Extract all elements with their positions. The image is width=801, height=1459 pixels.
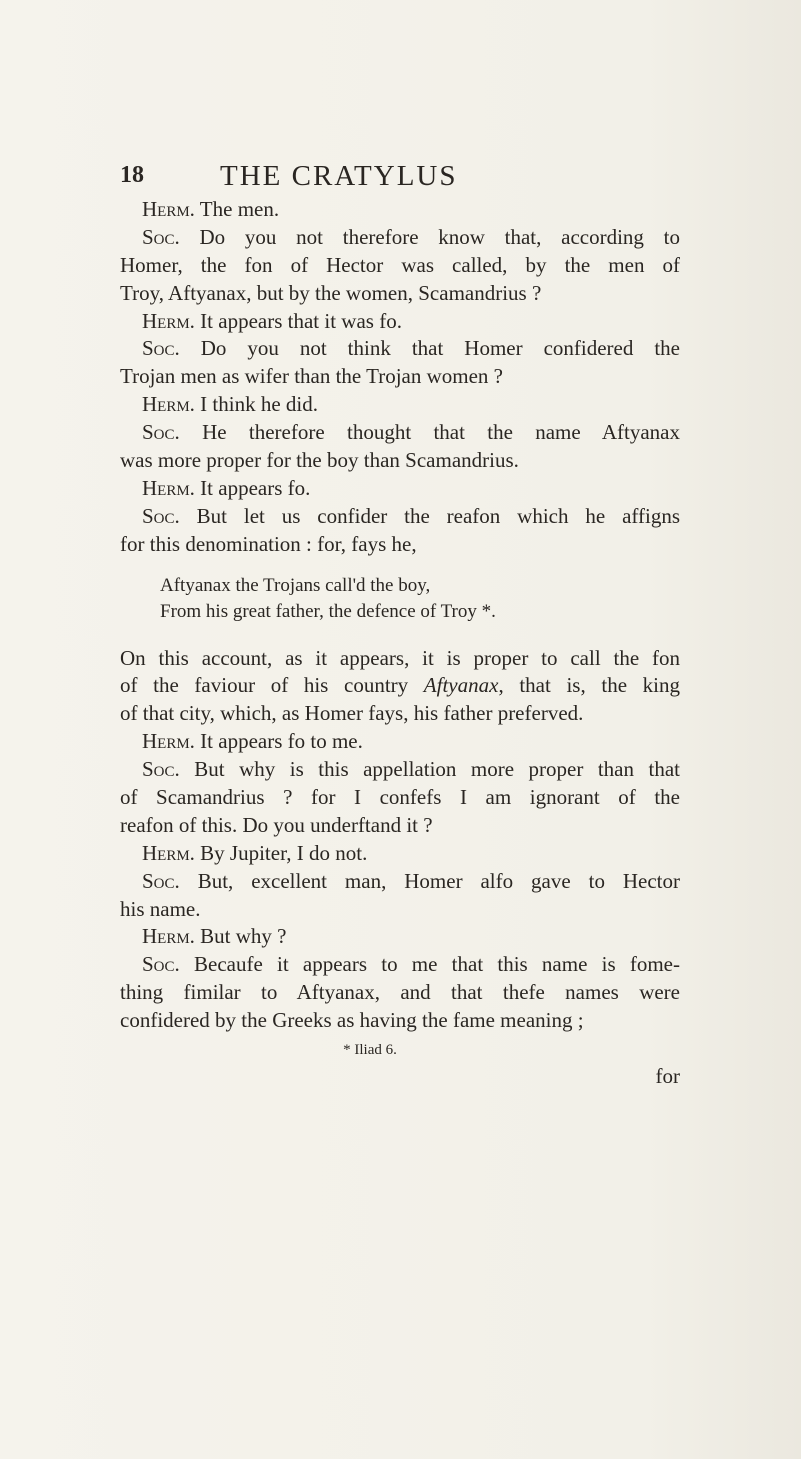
line-text: It appears fo.	[194, 475, 311, 500]
text-line	[120, 475, 680, 503]
catchword: for	[655, 1064, 680, 1089]
text-line	[120, 923, 680, 951]
text-line	[120, 224, 680, 252]
text-line	[120, 335, 680, 363]
text-line	[120, 700, 680, 728]
line-text: On this account, as it appears, it is proper to call the fon	[120, 645, 680, 670]
body-text	[120, 196, 680, 1090]
verse-line: Aftyanax the Trojans call'd the boy,	[160, 574, 431, 596]
text-line	[120, 756, 680, 784]
text-line	[120, 531, 680, 559]
text-line	[120, 363, 680, 391]
line-text: was more proper for the boy than Scamandrius.	[120, 448, 519, 473]
speaker-label: Soc.	[142, 952, 180, 977]
line-text: of the faviour of his country	[120, 673, 424, 698]
page-number: 18	[120, 162, 144, 188]
speaker-label: Herm.	[142, 197, 195, 221]
line-text: Do you not therefore know that, according to	[179, 224, 680, 249]
text-line	[120, 308, 680, 336]
line-text: But let us confider the reafon which he affigns	[179, 503, 680, 528]
speaker-label: Soc.	[142, 420, 180, 445]
text-line	[120, 896, 680, 924]
text-line	[120, 280, 680, 308]
line-text: of Scamandrius ? for I confefs I am ignorant of the	[120, 785, 680, 810]
line-text: The men.	[194, 197, 280, 221]
speaker-label: Herm.	[142, 392, 195, 417]
line-text: Do you not think that Homer confidered the	[179, 336, 680, 361]
text-line	[120, 728, 680, 756]
text-line	[120, 672, 680, 700]
verse-line: From his great father, the defence of Troy *.	[160, 600, 496, 622]
line-text: Homer, the fon of Hector was called, by the men of	[120, 252, 680, 277]
text-line	[120, 447, 680, 475]
text-line	[120, 391, 680, 419]
line-text: his name.	[120, 896, 201, 921]
footnote: * Iliad 6.	[343, 1042, 397, 1059]
page-header	[120, 160, 680, 196]
line-text: But, excellent man, Homer alfo gave to Hector	[179, 868, 680, 893]
text-line	[120, 812, 680, 840]
text-line	[120, 419, 680, 447]
speaker-label: Herm.	[142, 308, 195, 333]
line-text: But why ?	[194, 924, 287, 949]
speaker-label: Soc.	[142, 503, 180, 528]
line-text: of that city, which, as Homer fays, his father preferved.	[120, 701, 584, 726]
dialogue-block-2	[120, 645, 680, 1035]
text-line	[120, 979, 680, 1007]
text-line	[120, 868, 680, 896]
line-text: confidered by the Greeks as having the fame meaning ;	[120, 1008, 584, 1033]
speaker-label: Soc.	[142, 224, 180, 249]
speaker-label: Herm.	[142, 924, 195, 949]
text-line	[120, 196, 680, 224]
line-text: Becaufe it appears to me that this name is fome-	[179, 952, 680, 977]
speaker-label: Herm.	[142, 840, 195, 865]
text-line	[120, 503, 680, 531]
text-line	[120, 252, 680, 280]
line-text: I think he did.	[194, 392, 318, 417]
speaker-label: Soc.	[142, 336, 180, 361]
line-text: reafon of this. Do you underftand it ?	[120, 812, 433, 837]
speaker-label: Soc.	[142, 868, 180, 893]
line-text-cont: , that is, the king	[498, 673, 680, 698]
line-text: It appears that it was fo.	[194, 308, 402, 333]
verse-quotation	[120, 573, 680, 625]
line-text: By Jupiter, I do not.	[194, 840, 368, 865]
line-text: Troy, Aftyanax, but by the women, Scamandrius ?	[120, 280, 542, 305]
speaker-label: Herm.	[142, 475, 195, 500]
text-line	[120, 1007, 680, 1035]
line-text: It appears fo to me.	[194, 729, 363, 754]
line-text: But why is this appellation more proper than that	[179, 757, 680, 782]
line-text: for this denomination : for, fays he,	[120, 531, 417, 556]
dialogue-block-1	[120, 196, 680, 559]
speaker-label: Herm.	[142, 729, 195, 754]
text-line	[120, 951, 680, 979]
running-head: THE CRATYLUS	[220, 160, 458, 192]
line-text: Trojan men as wifer than the Trojan women ?	[120, 364, 504, 389]
speaker-label: Soc.	[142, 757, 180, 782]
text-line	[120, 645, 680, 673]
italic-name: Aftyanax	[423, 673, 499, 698]
text-line	[120, 840, 680, 868]
line-text: He therefore thought that the name Aftyanax	[179, 420, 680, 445]
line-text: thing fimilar to Aftyanax, and that thefe names were	[120, 980, 680, 1005]
text-line	[120, 784, 680, 812]
